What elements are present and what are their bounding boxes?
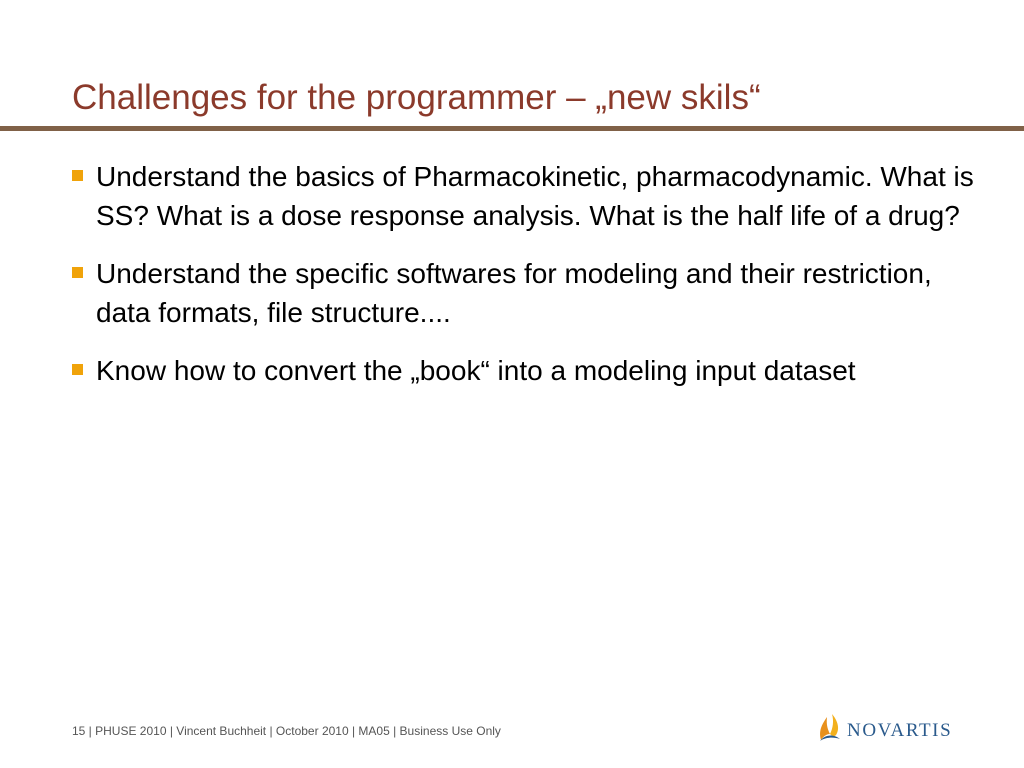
logo-wordmark: NOVARTIS [847,720,953,741]
bullet-item [72,158,982,235]
bullet-item [72,255,982,332]
bullet-square-icon [72,267,83,278]
bullet-text: Know how to convert the „book“ into a modeling input dataset [96,355,856,386]
bullet-text: Understand the specific softwares for modeling and their restriction, data formats, file structure.... [96,258,932,328]
bullet-list [72,158,982,411]
bullet-item [72,352,982,391]
bullet-square-icon [72,364,83,375]
bullet-text: Understand the basics of Pharmacokinetic, pharmacodynamic. What is SS? What is a dose response analysis. What is the half life of a drug? [96,161,974,231]
slide-title: Challenges for the programmer – „new skils“ [72,78,761,117]
novartis-logo [816,712,958,744]
bullet-square-icon [72,170,83,181]
novartis-flame-icon [816,712,844,742]
title-divider [0,126,1024,131]
slide-footer: 15 | PHUSE 2010 | Vincent Buchheit | October 2010 | MA05 | Business Use Only [72,724,501,738]
